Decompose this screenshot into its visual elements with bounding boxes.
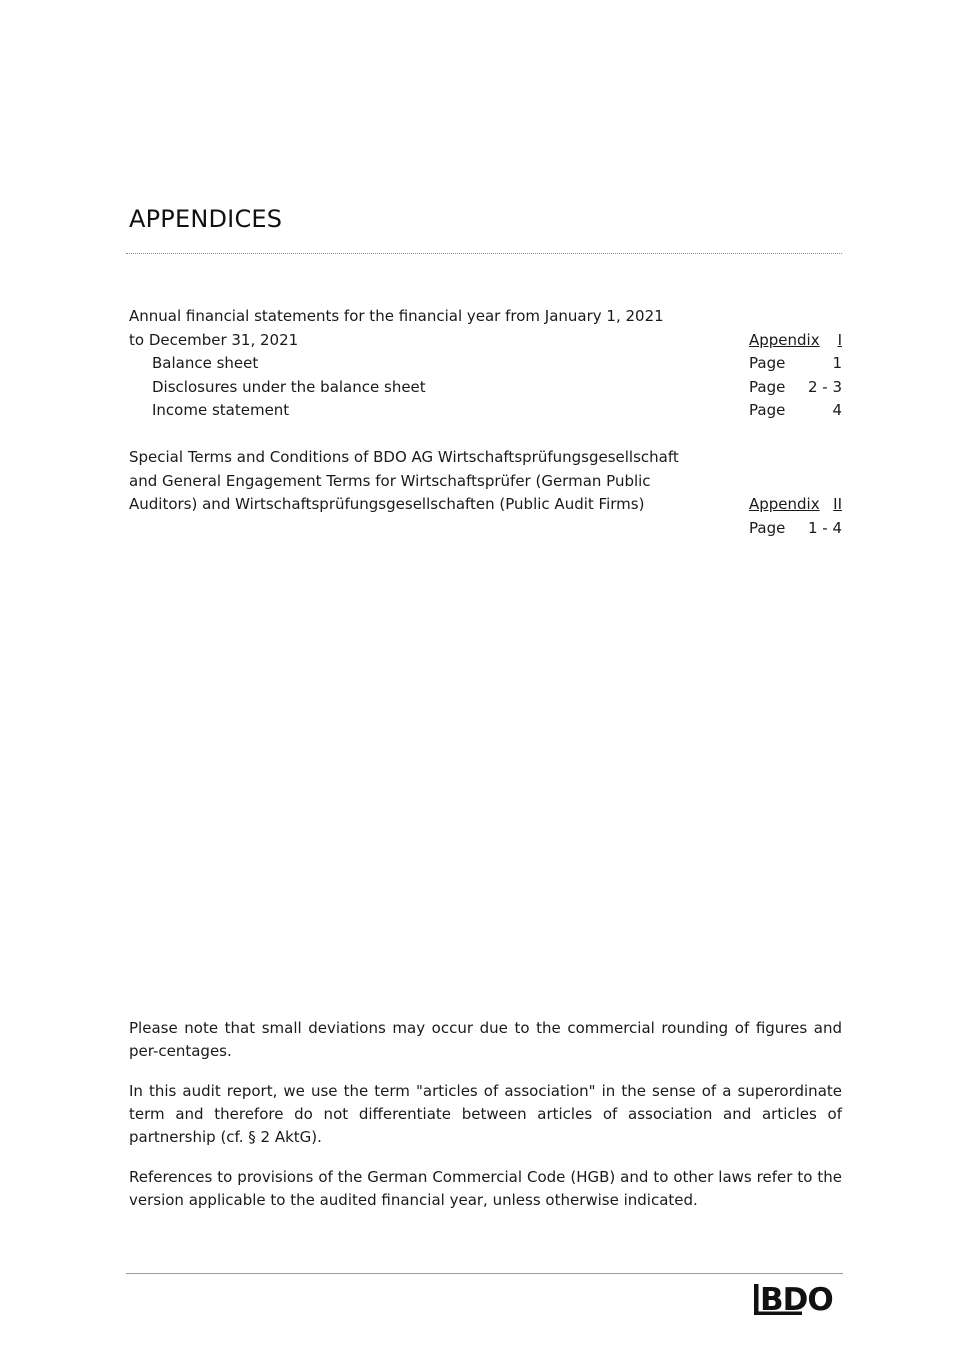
toc-row xyxy=(129,470,842,494)
logo-text: BDO xyxy=(760,1282,833,1318)
toc-item-income-statement xyxy=(129,399,842,423)
appendix-list xyxy=(129,305,842,540)
section2-line1: Special Terms and Conditions of BDO AG Wirtschaftsprüfungsgesellschaft xyxy=(129,448,679,466)
footer-divider xyxy=(126,1273,843,1274)
note-rounding: Please note that small deviations may occur due to the commercial rounding of figures and per-centages. xyxy=(129,1019,842,1060)
toc-item-label: Balance sheet xyxy=(152,354,259,372)
toc-item-balance-sheet xyxy=(129,352,842,376)
title-divider xyxy=(126,253,842,254)
page-title: APPENDICES xyxy=(129,205,283,233)
notes-section xyxy=(129,1017,842,1229)
toc-item-label: Income statement xyxy=(152,401,290,419)
toc-row xyxy=(129,446,842,470)
appendix-number: II xyxy=(833,495,842,513)
page-label: Page xyxy=(749,377,786,396)
toc-row xyxy=(129,517,842,541)
page-number: 4 xyxy=(832,401,842,419)
page-number: 1 - 4 xyxy=(807,518,842,537)
section1-line1: Annual financial statements for the financial year from January 1, 2021 xyxy=(129,307,664,325)
page-label: Page xyxy=(749,401,786,419)
toc-row xyxy=(129,305,842,329)
appendix-number: I xyxy=(837,330,842,349)
page-label: Page xyxy=(749,354,786,372)
section1-line2: to December 31, 2021 xyxy=(129,330,299,349)
page-label: Page xyxy=(749,518,786,537)
appendix-label: Appendix xyxy=(749,330,820,349)
page-number: 2 - 3 xyxy=(807,377,842,396)
note-articles: In this audit report, we use the term "articles of association" in the sense of a superordinate term and therefore do not differentiate between articles of association and articles of partnership (cf. § 2 AktG). xyxy=(129,1082,842,1146)
toc-item-disclosures xyxy=(129,376,842,400)
toc-row xyxy=(129,329,842,353)
appendix-label: Appendix xyxy=(749,495,820,513)
bdo-logo-icon xyxy=(752,1281,842,1319)
toc-item-label: Disclosures under the balance sheet xyxy=(152,377,426,396)
section2-line3: Auditors) and Wirtschaftsprüfungsgesellschaften (Public Audit Firms) xyxy=(129,495,645,513)
toc-row xyxy=(129,493,842,517)
note-references: References to provisions of the German Commercial Code (HGB) and to other laws refer to the version applicable to the audited financial year, unless otherwise indicated. xyxy=(129,1168,842,1209)
page-number: 1 xyxy=(832,354,842,372)
section2-line2: and General Engagement Terms for Wirtschaftsprüfer (German Public xyxy=(129,471,651,490)
